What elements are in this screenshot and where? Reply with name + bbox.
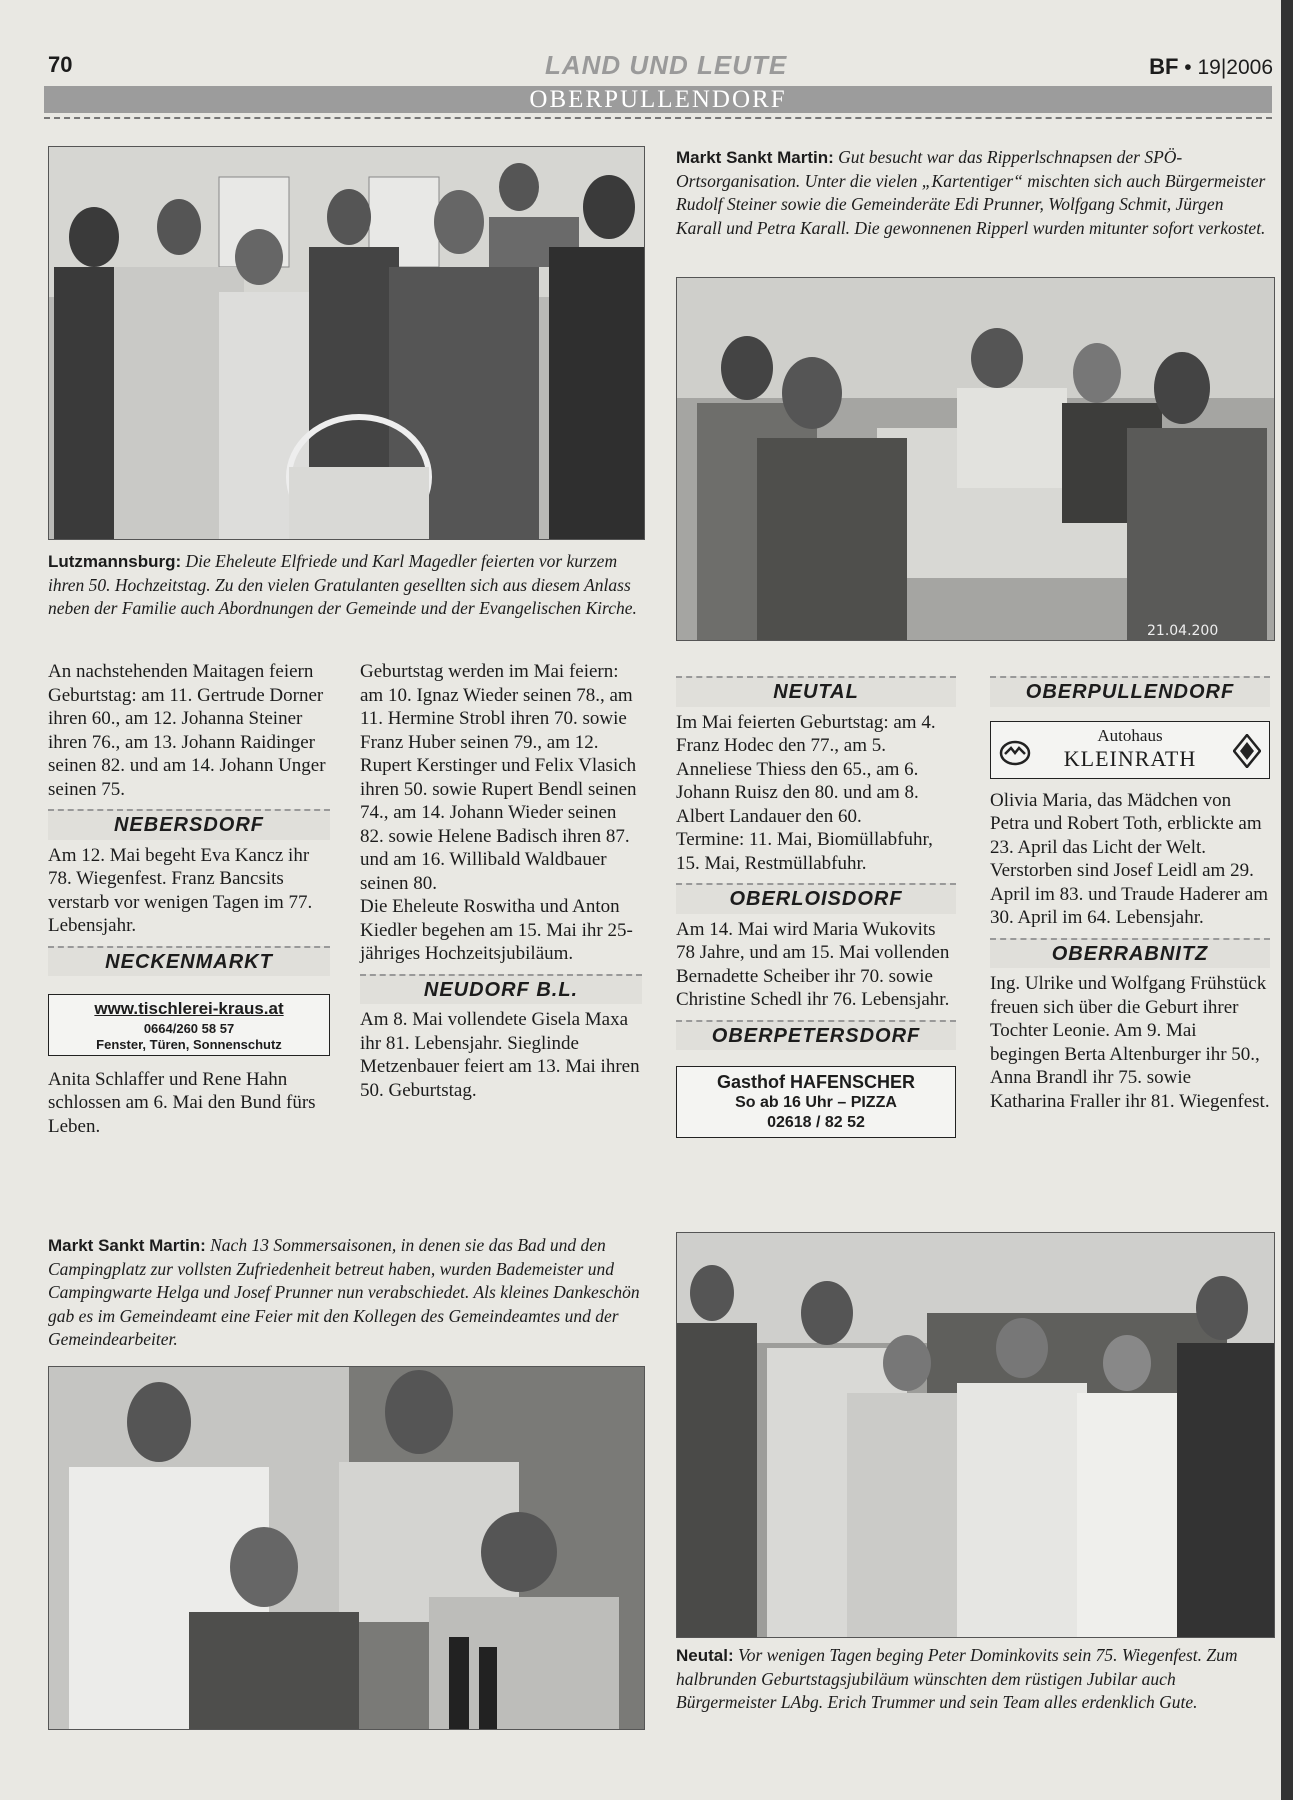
heading-neutal: NEUTAL — [676, 676, 956, 707]
photo-markt-ripperl — [676, 277, 1275, 641]
publication-name: BF — [1149, 54, 1179, 79]
ad-autohaus-line2: KLEINRATH — [1063, 746, 1197, 771]
caption-place: Markt Sankt Martin: — [676, 148, 834, 167]
heading-nebersdorf: NEBERSDORF — [48, 809, 330, 840]
ad-gasthof-phone: 02618 / 82 52 — [767, 1114, 865, 1131]
caption-text: Gut besucht war das Ripperlschnapsen der SPÖ-Ortsorganisation. Unter die vielen „Kartentiger“ mischten sich auch Bürgermeister Rudolf Steiner sowie die Gemeinderäte Edi Prunner, Wolfgang Schmit, Jürgen Karall und Petra Karall. Die gewonnenen Ripperl wurden mitunter sofort verkostet. — [676, 147, 1266, 238]
renault-logo-icon — [1233, 734, 1261, 768]
neutal-text2: Termine: 11. Mai, Biomüllabfuhr, 15. Mai, Restmüllabfuhr. — [676, 829, 933, 874]
caption-place: Neutal: — [676, 1646, 734, 1665]
caption-text: Die Eheleute Elfriede und Karl Magedler feierten vor kurzem ihren 50. Hochzeitstag. Zu den vielen Gratulanten gesellten sich aus diesem Anlass neben der Familie auch Abordnungen der Gemeinde und der Evangelischen Kirche. — [48, 551, 637, 618]
ad-tischlerei-url: www.tischlerei-kraus.at — [94, 999, 284, 1018]
caption-place: Lutzmannsburg: — [48, 552, 182, 571]
oberrabnitz-text: Ing. Ulrike und Wolfgang Frühstück freuen sich über die Geburt ihrer Tochter Leonie. Am 9. Mai begingen Berta Altenburger ihr 50., Anna Brandl ihr 75. sowie Katharina Fraller ihr 81. Wiegenfest. — [990, 973, 1270, 1112]
photo-neutal — [676, 1232, 1275, 1638]
column-1 — [48, 660, 330, 1138]
caption-text: Nach 13 Sommersaisonen, in denen sie das Bad und den Campingplatz zur vollsten Zufriedenheit betreut haben, wurden Bademeister und Campingwarte Helga und Josef Prunner nun verabschiedet. Als kleines Dankeschön gab es im Gemeindeamt eine Feier mit den Kollegen des Gemeindeamtes und der Gemeindearbeiter. — [48, 1235, 640, 1349]
col1-intro: An nachstehenden Maitagen feiern Geburtstag: am 11. Gertrude Dorner ihren 60., am 12. Johanna Steiner ihren 76., am 13. Johann Raidinger seinen 82. und am 14. Johann Unger seinen 75. — [48, 661, 326, 800]
nebersdorf-text: Am 12. Mai begeht Eva Kancz ihr 78. Wiegenfest. Franz Bancsits verstarb vor wenigen Tagen im 77. Lebensjahr. — [48, 844, 313, 936]
heading-neudorf: NEUDORF B.L. — [360, 974, 642, 1005]
caption-text: Vor wenigen Tagen beging Peter Dominkovits sein 75. Wiegenfest. Zum halbrunden Geburtstagsjubiläum wünschten dem rüstigen Jubilar auch Bürgermeister LAbg. Erich Trummer und sein Team alles erdenklich Gute. — [676, 1645, 1238, 1712]
column-4 — [990, 676, 1270, 1113]
oberpullendorf-text2: Verstorben sind Josef Leidl am 29. April im 83. und Traude Haderer am 30. April im 64. Lebensjahr. — [990, 860, 1269, 928]
ad-autohaus-line1: Autohaus — [1097, 725, 1163, 745]
heading-oberpetersdorf: OBERPETERSDORF — [676, 1020, 956, 1051]
ad-tischlerei-phone: 0664/260 58 57 — [143, 1020, 235, 1036]
caption-neutal — [676, 1644, 1268, 1715]
col2-intro: Geburtstag werden im Mai feiern: am 10. Ignaz Wieder seinen 78., am 11. Hermine Strobl ihren 70. sowie Franz Huber seinen 79., am 12. Rupert Kerstinger und Felix Vlasich ihren 50. sowie Rupert Bendl seinen 74., am 14. Johann Wieder seinen 82. sowie Helene Badisch ihren 87. und am 16. Willibald Waldbauer seinen 80. — [360, 661, 637, 894]
caption-markt-top — [676, 146, 1266, 240]
header-rule — [44, 117, 1272, 119]
ad-gasthof-hours: So ab 16 Uhr – PIZZA — [735, 1094, 897, 1111]
scan-edge — [1281, 0, 1293, 1800]
region-banner: OBERPULLENDORF — [44, 86, 1272, 113]
caption-lutzmannsburg — [48, 550, 643, 621]
caption-markt-bottom — [48, 1234, 643, 1352]
column-3 — [676, 676, 956, 1138]
issue-separator: • — [1184, 56, 1192, 79]
photo-markt-farewell — [48, 1366, 645, 1730]
heading-oberloisdorf: OBERLOISDORF — [676, 883, 956, 914]
page-number: 70 — [48, 52, 73, 77]
ad-tischlerei-services: Fenster, Türen, Sonnenschutz — [96, 1036, 282, 1052]
section-title: LAND UND LEUTE — [545, 50, 788, 80]
ad-gasthof — [676, 1066, 956, 1138]
neckenmarkt-text: Anita Schlaffer und Rene Hahn schlossen am 6. Mai den Bund fürs Leben. — [48, 1068, 316, 1137]
mazda-logo-icon — [999, 740, 1031, 766]
column-2 — [360, 660, 642, 1102]
oberloisdorf-text: Am 14. Mai wird Maria Wukovits 78 Jahre, und am 15. Mai vollenden Bernadette Scheiber ihr 70. sowie Christine Schedl ihr 76. Lebensjahr. — [676, 918, 950, 1010]
ad-gasthof-name: Gasthof HAFENSCHER — [716, 1072, 915, 1092]
caption-place: Markt Sankt Martin: — [48, 1236, 206, 1255]
oberpullendorf-text: Olivia Maria, das Mädchen von Petra und Robert Toth, erblickte am 23. April das Licht der Welt. — [990, 789, 1262, 858]
heading-neckenmarkt: NECKENMARKT — [48, 946, 330, 977]
issue-info — [1149, 54, 1273, 80]
photo-date-stamp: 21.04.200 — [1147, 623, 1219, 639]
ad-autohaus — [990, 721, 1270, 779]
heading-oberpullendorf: OBERPULLENDORF — [990, 676, 1270, 707]
neutal-text: Im Mai feierten Geburtstag: am 4. Franz Hodec den 77., am 5. Anneliese Thiess den 65., am 6. Johann Ruisz den 80. und am 8. Albert Landauer den 60. — [676, 711, 936, 827]
col2-intro2: Die Eheleute Roswitha und Anton Kiedler begehen am 15. Mai ihr 25-jähriges Hochzeitsjubiläum. — [360, 896, 633, 964]
neudorf-text: Am 8. Mai vollendete Gisela Maxa ihr 81. Lebensjahr. Sieglinde Metzenbauer feiert am 13. Mai ihren 50. Geburtstag. — [360, 1009, 640, 1101]
photo-lutzmannsburg — [48, 146, 645, 540]
issue-number: 19|2006 — [1197, 56, 1273, 79]
ad-tischlerei — [48, 994, 330, 1056]
heading-oberrabnitz: OBERRABNITZ — [990, 938, 1270, 969]
